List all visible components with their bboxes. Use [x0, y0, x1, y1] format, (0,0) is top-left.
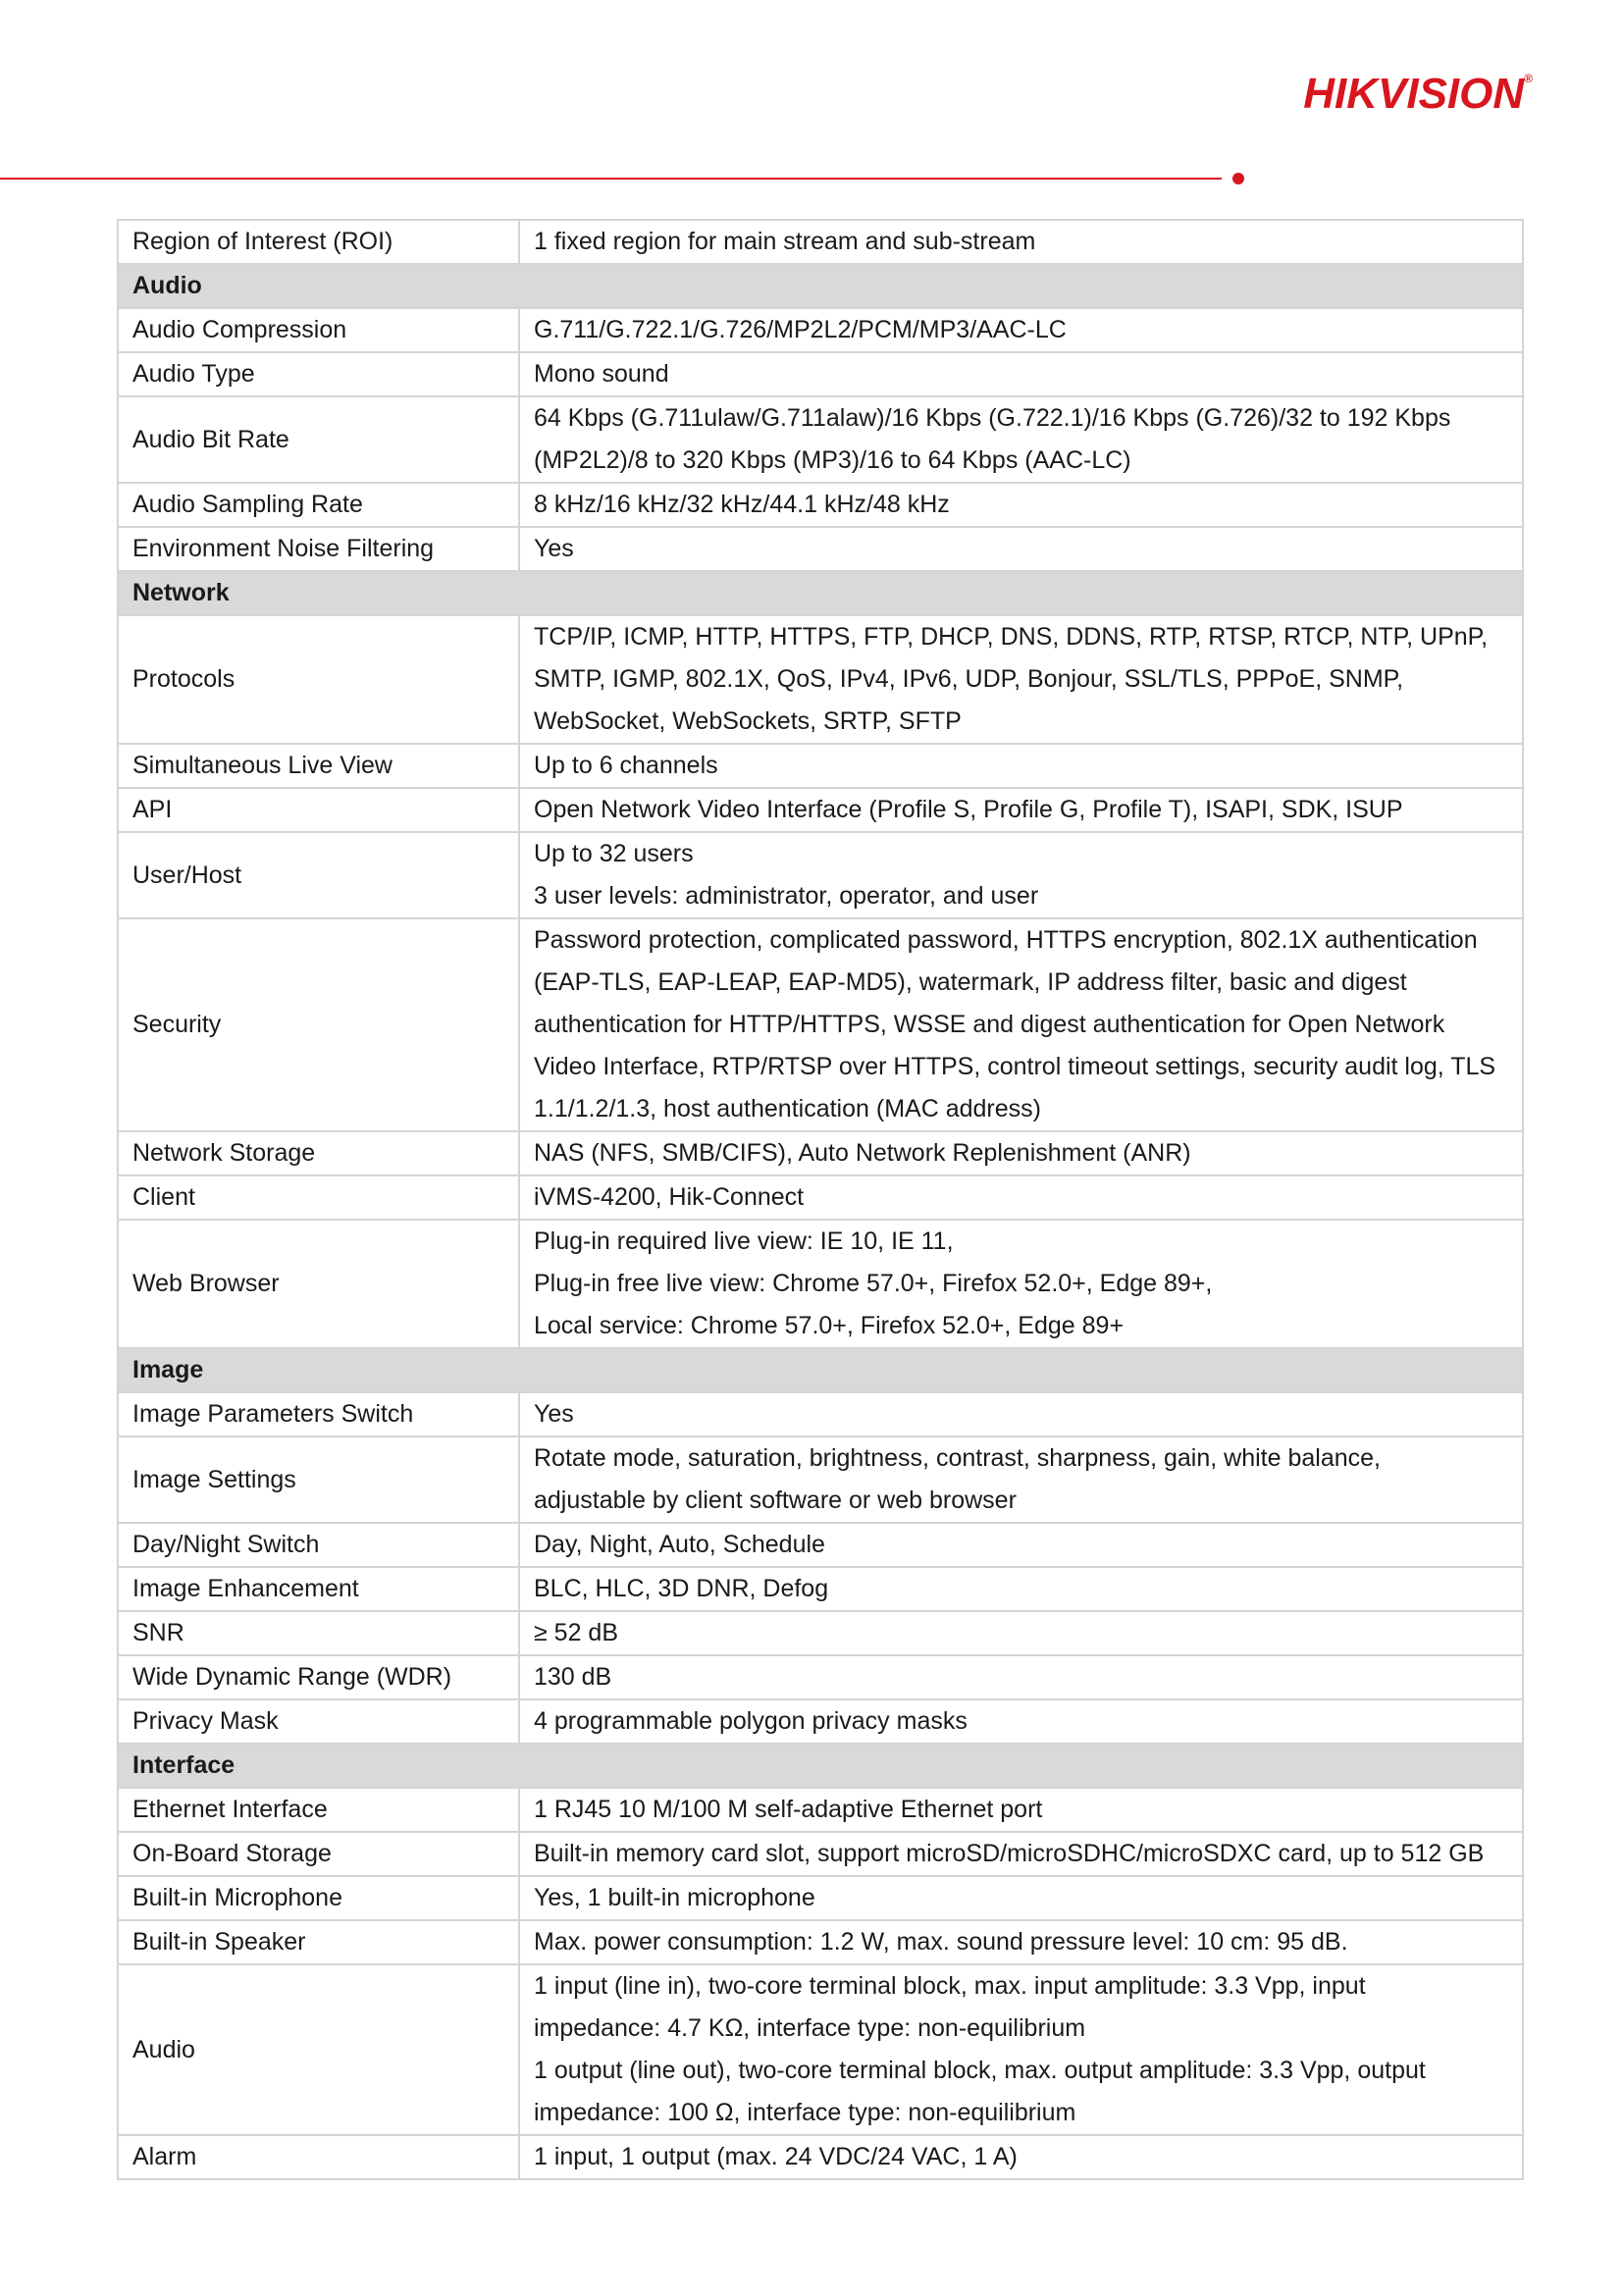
spec-value [519, 1567, 1523, 1611]
spec-value [519, 1523, 1523, 1567]
spec-value-line: 130 dB [534, 1663, 612, 1691]
spec-value-line: Mono sound [534, 360, 669, 388]
spec-value-line: Yes [534, 1400, 574, 1428]
spec-value-line: Local service: Chrome 57.0+, Firefox 52.0+, Edge 89+ [534, 1312, 1125, 1339]
spec-value-line: ≥ 52 dB [534, 1619, 618, 1646]
spec-value [519, 352, 1523, 396]
spec-value-line: 1 input, 1 output (max. 24 VDC/24 VAC, 1 A) [534, 2143, 1018, 2170]
spec-value [519, 396, 1523, 483]
spec-row [118, 308, 1523, 352]
spec-value-line: Yes [534, 535, 574, 562]
spec-row [118, 1220, 1523, 1348]
spec-label: On-Board Storage [118, 1832, 519, 1876]
section-header-row [118, 571, 1523, 615]
spec-row [118, 615, 1523, 744]
spec-value [519, 1655, 1523, 1699]
spec-label: Ethernet Interface [118, 1788, 519, 1832]
spec-value-line: NAS (NFS, SMB/CIFS), Auto Network Replenishment (ANR) [534, 1139, 1191, 1167]
registered-mark: ® [1524, 72, 1533, 85]
spec-value [519, 788, 1523, 832]
spec-row [118, 483, 1523, 527]
spec-value-line: (EAP-TLS, EAP-LEAP, EAP-MD5), watermark, IP address filter, basic and digest [534, 968, 1407, 996]
spec-row [118, 918, 1523, 1131]
brand-logo [1303, 70, 1533, 118]
spec-value [519, 308, 1523, 352]
spec-value-line: Up to 32 users [534, 840, 694, 867]
spec-label: Audio Compression [118, 308, 519, 352]
spec-row [118, 744, 1523, 788]
spec-value-line: Plug-in free live view: Chrome 57.0+, Firefox 52.0+, Edge 89+, [534, 1270, 1213, 1297]
spec-label: Image Settings [118, 1436, 519, 1523]
spec-value [519, 615, 1523, 744]
spec-value-line: 8 kHz/16 kHz/32 kHz/44.1 kHz/48 kHz [534, 491, 950, 518]
spec-row [118, 1920, 1523, 1964]
spec-table-body [118, 220, 1523, 2179]
spec-value [519, 2135, 1523, 2179]
spec-label: Audio Type [118, 352, 519, 396]
spec-value [519, 1920, 1523, 1964]
spec-label: Built-in Speaker [118, 1920, 519, 1964]
spec-label: Image Parameters Switch [118, 1392, 519, 1436]
spec-row [118, 1523, 1523, 1567]
spec-value-line: Yes, 1 built-in microphone [534, 1884, 815, 1911]
spec-value-line: 1.1/1.2/1.3, host authentication (MAC address) [534, 1095, 1041, 1122]
spec-value-line: impedance: 4.7 KΩ, interface type: non-equilibrium [534, 2014, 1086, 2042]
spec-row [118, 1611, 1523, 1655]
spec-value-line: G.711/G.722.1/G.726/MP2L2/PCM/MP3/AAC-LC [534, 316, 1067, 343]
spec-value [519, 1392, 1523, 1436]
spec-label: Audio [118, 1964, 519, 2135]
spec-value-line: 1 output (line out), two-core terminal block, max. output amplitude: 3.3 Vpp, output [534, 2057, 1426, 2084]
spec-label: API [118, 788, 519, 832]
spec-value [519, 1876, 1523, 1920]
spec-label: Wide Dynamic Range (WDR) [118, 1655, 519, 1699]
spec-label: Audio Sampling Rate [118, 483, 519, 527]
spec-label: Protocols [118, 615, 519, 744]
section-header-row [118, 1348, 1523, 1392]
header-divider-dot [1232, 173, 1244, 184]
spec-value-line: Password protection, complicated password, HTTPS encryption, 802.1X authentication [534, 926, 1478, 954]
spec-row [118, 832, 1523, 918]
section-header: Interface [118, 1744, 1523, 1788]
spec-label: User/Host [118, 832, 519, 918]
spec-value [519, 1220, 1523, 1348]
spec-value-line: adjustable by client software or web browser [534, 1487, 1017, 1514]
spec-label: Day/Night Switch [118, 1523, 519, 1567]
spec-value [519, 1964, 1523, 2135]
spec-value-line: Video Interface, RTP/RTSP over HTTPS, control timeout settings, security audit log, TLS [534, 1053, 1496, 1080]
spec-value-line: 1 RJ45 10 M/100 M self-adaptive Ethernet port [534, 1796, 1043, 1823]
spec-label: Security [118, 918, 519, 1131]
spec-row [118, 527, 1523, 571]
spec-value [519, 1131, 1523, 1175]
spec-table [117, 219, 1524, 2180]
spec-value-line: TCP/IP, ICMP, HTTP, HTTPS, FTP, DHCP, DNS, DDNS, RTP, RTSP, RTCP, NTP, UPnP, [534, 623, 1489, 651]
spec-value [519, 220, 1523, 264]
section-header: Network [118, 571, 1523, 615]
spec-row [118, 788, 1523, 832]
spec-label: Privacy Mask [118, 1699, 519, 1744]
spec-value [519, 1832, 1523, 1876]
spec-row [118, 1131, 1523, 1175]
spec-value-line: Day, Night, Auto, Schedule [534, 1531, 825, 1558]
spec-value-line: Built-in memory card slot, support microSD/microSDHC/microSDXC card, up to 512 GB [534, 1840, 1485, 1867]
spec-value-line: SMTP, IGMP, 802.1X, QoS, IPv4, IPv6, UDP, Bonjour, SSL/TLS, PPPoE, SNMP, [534, 665, 1404, 693]
spec-row [118, 1175, 1523, 1220]
header-divider [0, 178, 1222, 180]
spec-row [118, 220, 1523, 264]
spec-row [118, 1699, 1523, 1744]
spec-value [519, 1699, 1523, 1744]
spec-value [519, 832, 1523, 918]
spec-value-line: 64 Kbps (G.711ulaw/G.711alaw)/16 Kbps (G.722.1)/16 Kbps (G.726)/32 to 192 Kbps [534, 404, 1451, 432]
spec-label: Built-in Microphone [118, 1876, 519, 1920]
spec-value-line: authentication for HTTP/HTTPS, WSSE and digest authentication for Open Network [534, 1011, 1445, 1038]
spec-row [118, 1832, 1523, 1876]
spec-value-line: WebSocket, WebSockets, SRTP, SFTP [534, 707, 962, 735]
spec-value-line: impedance: 100 Ω, interface type: non-equilibrium [534, 2099, 1076, 2126]
spec-label: Client [118, 1175, 519, 1220]
spec-value-line: Open Network Video Interface (Profile S, Profile G, Profile T), ISAPI, SDK, ISUP [534, 796, 1403, 823]
spec-value-line: Max. power consumption: 1.2 W, max. sound pressure level: 10 cm: 95 dB. [534, 1928, 1348, 1956]
spec-label: Environment Noise Filtering [118, 527, 519, 571]
spec-row [118, 1436, 1523, 1523]
spec-value [519, 918, 1523, 1131]
spec-value-line: 4 programmable polygon privacy masks [534, 1707, 968, 1735]
spec-value [519, 527, 1523, 571]
spec-value [519, 1788, 1523, 1832]
section-header: Image [118, 1348, 1523, 1392]
spec-label: Web Browser [118, 1220, 519, 1348]
spec-value-line: Plug-in required live view: IE 10, IE 11, [534, 1227, 954, 1255]
spec-value-line: Rotate mode, saturation, brightness, contrast, sharpness, gain, white balance, [534, 1444, 1381, 1472]
section-header-row [118, 264, 1523, 308]
spec-value-line: (MP2L2)/8 to 320 Kbps (MP3)/16 to 64 Kbps (AAC-LC) [534, 446, 1131, 474]
spec-row [118, 1392, 1523, 1436]
spec-label: Audio Bit Rate [118, 396, 519, 483]
spec-value [519, 1611, 1523, 1655]
spec-label: Network Storage [118, 1131, 519, 1175]
spec-label: SNR [118, 1611, 519, 1655]
spec-row [118, 1876, 1523, 1920]
spec-value-line: 1 fixed region for main stream and sub-stream [534, 228, 1036, 255]
spec-row [118, 2135, 1523, 2179]
spec-value-line: 3 user levels: administrator, operator, and user [534, 882, 1039, 910]
spec-value [519, 483, 1523, 527]
spec-label: Simultaneous Live View [118, 744, 519, 788]
spec-label: Alarm [118, 2135, 519, 2179]
spec-row [118, 1964, 1523, 2135]
section-header-row [118, 1744, 1523, 1788]
spec-value [519, 744, 1523, 788]
spec-value-line: 1 input (line in), two-core terminal block, max. input amplitude: 3.3 Vpp, input [534, 1972, 1366, 2000]
spec-label: Image Enhancement [118, 1567, 519, 1611]
section-header: Audio [118, 264, 1523, 308]
spec-row [118, 1788, 1523, 1832]
spec-value [519, 1175, 1523, 1220]
spec-row [118, 1655, 1523, 1699]
spec-label: Region of Interest (ROI) [118, 220, 519, 264]
spec-value-line: BLC, HLC, 3D DNR, Defog [534, 1575, 829, 1602]
spec-row [118, 352, 1523, 396]
spec-value-line: iVMS-4200, Hik-Connect [534, 1183, 805, 1211]
spec-value-line: Up to 6 channels [534, 752, 718, 779]
spec-value [519, 1436, 1523, 1523]
spec-row [118, 1567, 1523, 1611]
brand-logo-text: HIKVISION [1303, 70, 1525, 118]
spec-row [118, 396, 1523, 483]
